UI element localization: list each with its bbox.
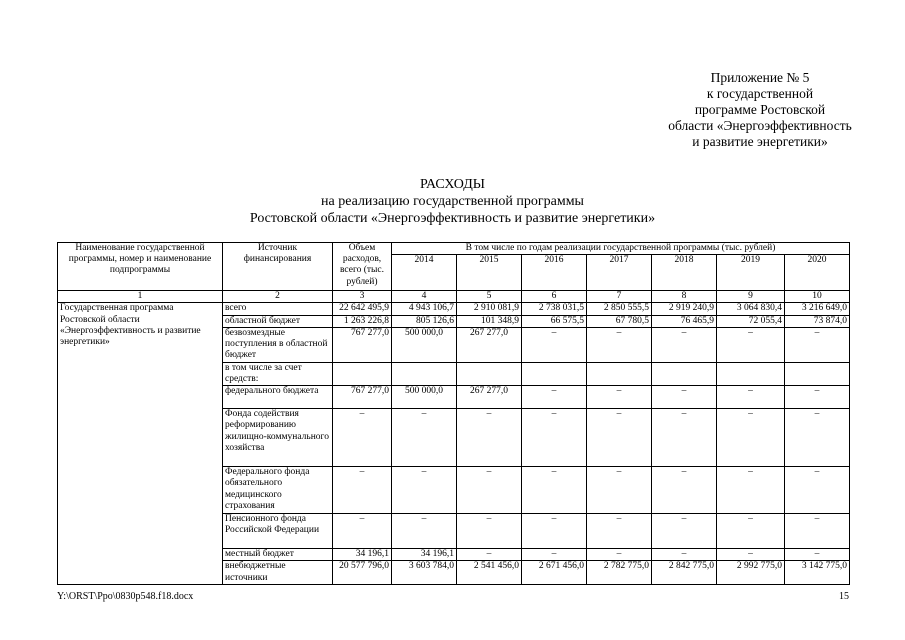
source-cell: Фонда содействия реформированию жилищно-коммунального хозяйства [223,409,333,467]
appendix-line-3: программе Ростовской [694,102,826,117]
value-cell [392,362,457,385]
value-cell [457,362,522,385]
header-year: 2016 [522,255,587,291]
column-number: 1 [58,291,223,303]
header-year: 2014 [392,255,457,291]
source-cell: безвозмездные поступления в областной бюджет [223,327,333,362]
page-number: 15 [839,591,849,602]
value-cell [333,362,392,385]
value-cell: – [717,327,785,362]
value-cell: – [587,327,652,362]
value-cell: 500 000,0 [392,327,457,362]
value-cell [785,362,850,385]
value-cell: – [392,409,457,467]
value-cell: – [785,409,850,467]
appendix-line-5: и развитие энергетики» [692,134,828,149]
value-cell: – [457,409,522,467]
header-total: Объем расходов, всего (тыс. рублей) [333,243,392,291]
column-number: 5 [457,291,522,303]
value-cell: 101 348,9 [457,315,522,327]
appendix-note [600,70,905,150]
value-cell: 34 196,1 [392,549,457,561]
value-cell: – [392,467,457,514]
appendix-line-4: области «Энергоэффективность [668,118,852,133]
column-number: 10 [785,291,850,303]
value-cell [522,362,587,385]
value-cell: 3 603 784,0 [392,561,457,584]
value-cell: – [717,467,785,514]
value-cell [652,362,717,385]
source-cell: местный бюджет [223,549,333,561]
header-year: 2015 [457,255,522,291]
appendix-line-2: к государственной [706,86,814,101]
value-cell: – [522,514,587,549]
value-cell: – [785,386,850,409]
value-cell: 72 055,4 [717,315,785,327]
value-cell: – [333,467,392,514]
value-cell: – [587,514,652,549]
document-title: РАСХОДЫ [420,177,485,192]
value-cell: – [652,467,717,514]
value-cell: 22 642 495,9 [333,303,392,315]
value-cell: 73 874,0 [785,315,850,327]
value-cell: – [587,549,652,561]
value-cell: 20 577 796,0 [333,561,392,584]
column-number: 8 [652,291,717,303]
value-cell: – [587,467,652,514]
program-name: Государственная программа Ростовской области «Энергоэффективность и развитие энергетики» [58,303,223,584]
value-cell: 76 465,9 [652,315,717,327]
value-cell: – [587,386,652,409]
source-cell: внебюджетные источники [223,561,333,584]
value-cell [587,362,652,385]
value-cell: 767 277,0 [333,386,392,409]
value-cell: – [522,409,587,467]
value-cell: 2 992 775,0 [717,561,785,584]
value-cell: – [652,327,717,362]
value-cell: 66 575,5 [522,315,587,327]
column-number: 6 [522,291,587,303]
source-cell: всего [223,303,333,315]
source-cell: федерального бюджета [223,386,333,409]
header-source: Источник финансирования [223,243,333,291]
column-number-row [58,291,850,303]
value-cell: 2 919 240,9 [652,303,717,315]
value-cell: – [522,386,587,409]
value-cell: 2 738 031,5 [522,303,587,315]
value-cell: – [785,549,850,561]
value-cell: – [717,386,785,409]
value-cell: – [522,327,587,362]
appendix-line-1: Приложение № 5 [710,70,810,85]
value-cell: 2 910 081,9 [457,303,522,315]
value-cell: – [717,514,785,549]
value-cell: – [333,514,392,549]
value-cell [717,362,785,385]
value-cell: – [457,514,522,549]
value-cell: 2 850 555,5 [587,303,652,315]
value-cell: 2 782 775,0 [587,561,652,584]
value-cell: – [785,514,850,549]
value-cell: – [522,549,587,561]
header-year: 2020 [785,255,850,291]
value-cell: 67 780,5 [587,315,652,327]
value-cell: – [652,514,717,549]
value-cell: – [652,386,717,409]
table-row [58,303,850,315]
column-number: 3 [333,291,392,303]
value-cell: – [652,549,717,561]
expenditure-table [57,242,850,585]
value-cell: – [717,409,785,467]
column-number: 2 [223,291,333,303]
header-name: Наименование государственной программы, номер и наименование подпрограммы [58,243,223,291]
source-cell: областной бюджет [223,315,333,327]
value-cell: 267 277,0 [457,386,522,409]
value-cell: 267 277,0 [457,327,522,362]
source-cell: Пенсионного фонда Российской Федерации [223,514,333,549]
value-cell: 2 842 775,0 [652,561,717,584]
value-cell: – [333,409,392,467]
value-cell: – [785,467,850,514]
value-cell: – [652,409,717,467]
value-cell: 2 671 456,0 [522,561,587,584]
value-cell: – [457,467,522,514]
value-cell: – [587,409,652,467]
value-cell: – [717,549,785,561]
value-cell: 767 277,0 [333,327,392,362]
column-number: 7 [587,291,652,303]
value-cell: 500 000,0 [392,386,457,409]
value-cell: 3 064 830,4 [717,303,785,315]
value-cell: 34 196,1 [333,549,392,561]
header-year: 2019 [717,255,785,291]
document-subtitle-1: на реализацию государственной программы [321,194,584,209]
source-cell: Федерального фонда обязательного медицинского страхования [223,467,333,514]
value-cell: 805 126,6 [392,315,457,327]
header-year: 2018 [652,255,717,291]
source-cell: в том числе за счет средств: [223,362,333,385]
value-cell: 2 541 456,0 [457,561,522,584]
value-cell: 3 216 649,0 [785,303,850,315]
value-cell: 4 943 106,7 [392,303,457,315]
value-cell: – [392,514,457,549]
value-cell: – [785,327,850,362]
column-number: 9 [717,291,785,303]
footer-file-path: Y:\ORST\Ppo\0830p548.f18.docx [57,591,194,602]
value-cell: – [522,467,587,514]
document-subtitle-2: Ростовской области «Энергоэффективность и развитие энергетики» [249,211,656,226]
value-cell: 1 263 226,8 [333,315,392,327]
header-year: 2017 [587,255,652,291]
header-years-group: В том числе по годам реализации государственной программы (тыс. рублей) [392,243,850,255]
column-number: 4 [392,291,457,303]
value-cell: – [457,549,522,561]
value-cell: 3 142 775,0 [785,561,850,584]
